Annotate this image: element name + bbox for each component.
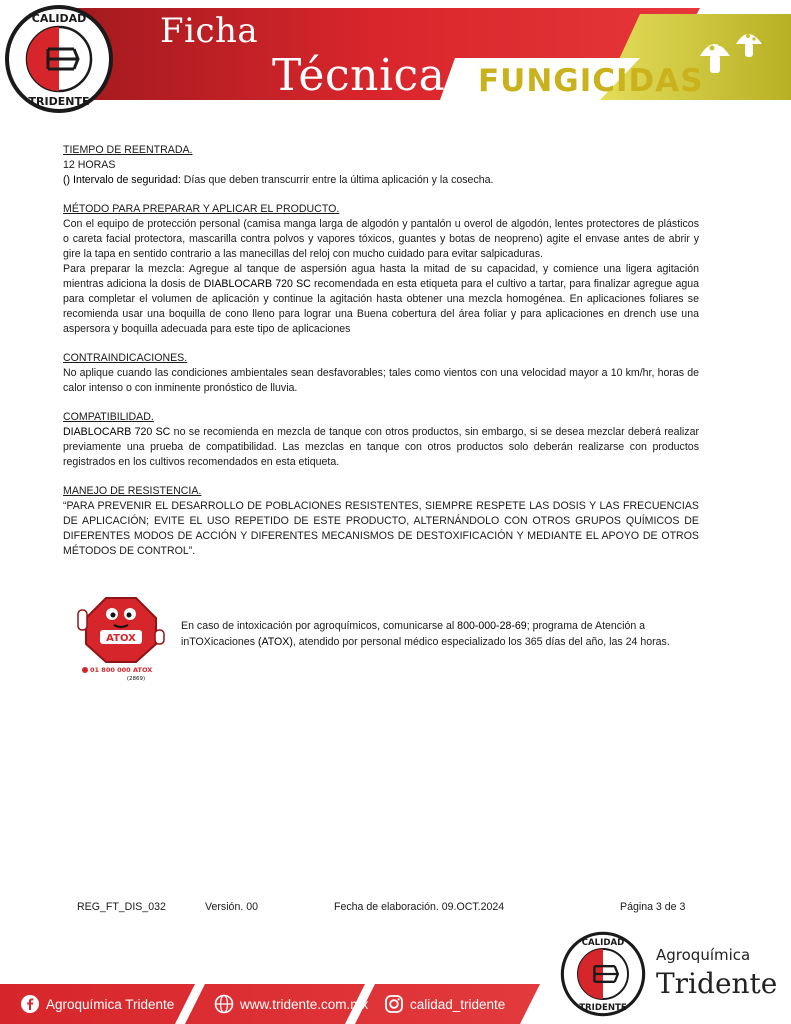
method-text-b: recomendada en esta etiqueta para el cultivo a tartar, para finalizar agregue agua para completar el volumen de aplicación y continue la agitación hasta obtener una mezcla homogénea. En aplicaciones foliares se recomienda usar una boquilla de cono lleno para lograr una Buena cobertura del área foliar y para aplicaciones en drench use una aspersora y boquilla adecuada para este tipo de aplicaciones	[63, 278, 700, 335]
website-label: www.tridente.com.mx	[240, 996, 369, 1012]
title-tecnica: Técnica	[272, 50, 446, 101]
instagram-label: calidad_tridente	[410, 996, 506, 1012]
atox-abbr: (ATOX)	[257, 636, 293, 648]
heading-compatibility: COMPATIBILIDAD.	[63, 411, 154, 423]
atox-text-a: En caso de intoxicación por agroquímicos, comunicarse al	[181, 620, 458, 632]
facebook-link[interactable]	[20, 994, 174, 1014]
section-resistance	[63, 484, 699, 559]
interval-label: () Intervalo de seguridad:	[63, 174, 181, 186]
method-paragraph-2	[63, 262, 699, 337]
instagram-link[interactable]	[384, 994, 505, 1014]
mushroom-icon	[690, 22, 770, 86]
document-code: REG_FT_DIS_032	[77, 901, 166, 913]
compatibility-body: no se recomienda en mezcla de tanque con otros productos, sin embargo, si se desea mezclar deberá realizar previamente una prueba de compatibilidad. Las mezclas en tanque con otros productos solo deberán realizarse con productos registrados en los cultivos recomendados en esta etiqueta.	[63, 426, 699, 468]
contraindications-text: No aplique cuando las condiciones ambientales sean desfavorables; tales como vientos con una velocidad mayor a 10 km/hr, horas de calor intenso o con inminente pronóstico de lluvia.	[63, 367, 699, 394]
svg-text:TRIDENTE: TRIDENTE	[579, 1002, 627, 1013]
interval-line	[63, 173, 699, 188]
svg-text:(2869): (2869)	[126, 676, 146, 682]
category-title: FUNGICIDAS	[478, 63, 704, 99]
atox-phone: 800-000-28-69	[457, 620, 527, 632]
brand-subtitle: Agroquímica	[656, 946, 751, 964]
svg-text:01 800 000 ATOX: 01 800 000 ATOX	[90, 666, 153, 674]
heading-resistance: MANEJO DE RESISTENCIA.	[63, 485, 202, 497]
svg-text:CALIDAD: CALIDAD	[581, 938, 625, 949]
compatibility-text	[63, 425, 699, 470]
section-reentry	[63, 143, 699, 188]
section-compatibility	[63, 410, 699, 470]
method-paragraph-1: Con el equipo de protección personal (camisa manga larga de algodón y pantalón u overol de algodón, lentes protectores de plásticos o careta facial protectora, mascarilla contra polvos y vapores tóxicos, guantes y botas de neopreno) agite el envase antes de abrir y gire la tapa en sentido contrario a las manecillas del reloj con mucho cuidado para evitar salpicaduras.	[63, 218, 699, 260]
page-header	[0, 0, 791, 118]
atox-notice	[181, 618, 691, 650]
calidad-tridente-logo	[4, 4, 114, 114]
product-name: DIABLOCARB 720 SC	[203, 278, 311, 290]
method-text-a: Para preparar la mezcla: Agregue al tanque de aspersión agua hasta la mitad de su capacidad, y comience una ligera agitación mientras adiciona la dosis de	[63, 263, 699, 290]
instagram-icon	[384, 994, 404, 1014]
document-body	[63, 143, 699, 573]
phone-icon	[82, 667, 88, 673]
reentry-value: 12 HORAS	[63, 159, 116, 171]
facebook-label: Agroquímica Tridente	[46, 996, 175, 1012]
svg-text:ATOX: ATOX	[106, 633, 136, 644]
svg-text:CALIDAD: CALIDAD	[31, 12, 87, 25]
interval-text: Días que deben transcurrir entre la última aplicación y la cosecha.	[183, 174, 494, 186]
heading-contraindications: CONTRAINDICACIONES.	[63, 352, 188, 364]
brand-title: Tridente	[656, 967, 778, 1000]
page-number: Página 3 de 3	[620, 901, 686, 913]
document-date: Fecha de elaboración. 09.OCT.2024	[334, 901, 505, 913]
svg-text:TRIDENTE: TRIDENTE	[28, 95, 90, 108]
resistance-text: “PARA PREVENIR EL DESARROLLO DE POBLACIONES RESISTENTES, SIEMPRE RESPETE LAS DOSIS Y LAS FRECUENCIAS DE APLICACIÓN; EVITE EL USO REPETIDO DE ESTE PRODUCTO, ALTERNÁNDOLO CON OTROS GRUPOS QUÍMICOS DE DIFERENTES MODOS DE ACCIÓN Y DIFERENTES MECANISMOS DE DESTOXIFICACIÓN Y MEDIANTE EL APOYO DE OTROS MÉTODOS DE CONTROL”.	[63, 500, 699, 557]
product-name: DIABLOCARB 720 SC	[63, 426, 171, 438]
website-link[interactable]	[214, 994, 368, 1014]
atox-mascot-logo	[76, 592, 166, 682]
section-method	[63, 202, 699, 337]
atox-text-b: ; programa de Atención a inTOXicaciones	[181, 620, 646, 648]
section-contraindications	[63, 351, 699, 396]
title-ficha: Ficha	[160, 11, 259, 51]
document-version: Versión. 00	[205, 901, 259, 913]
atox-text-c: , atendido por personal médico especializado los 365 días del año, las 24 horas.	[292, 636, 670, 648]
heading-method: MÉTODO PARA PREPARAR Y APLICAR EL PRODUCTO.	[63, 203, 340, 215]
facebook-icon	[20, 994, 40, 1014]
globe-icon	[214, 994, 234, 1014]
heading-reentry: TIEMPO DE REENTRADA.	[63, 144, 193, 156]
